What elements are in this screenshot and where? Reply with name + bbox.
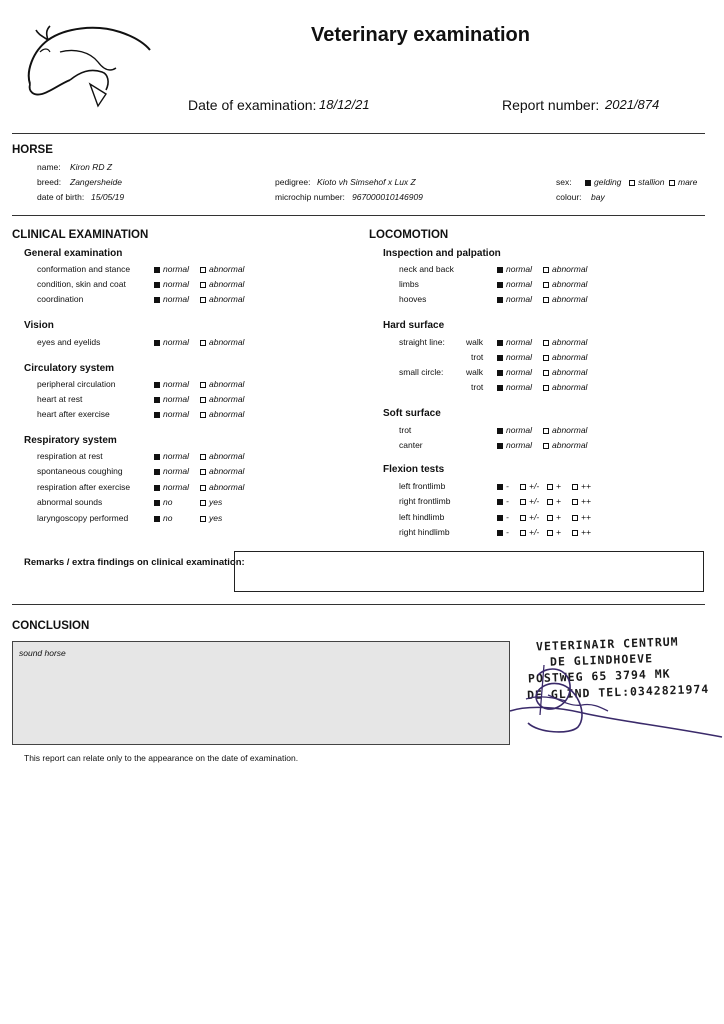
option[interactable] bbox=[497, 337, 532, 347]
option[interactable] bbox=[200, 409, 244, 419]
option[interactable] bbox=[543, 440, 587, 450]
checkbox-icon[interactable] bbox=[200, 397, 206, 403]
option[interactable] bbox=[543, 294, 587, 304]
option[interactable] bbox=[200, 466, 244, 476]
checkbox-icon[interactable] bbox=[200, 297, 206, 303]
group-title: General examination bbox=[24, 248, 123, 259]
checkbox-icon[interactable] bbox=[200, 267, 206, 273]
option[interactable] bbox=[200, 513, 222, 523]
checkbox-icon[interactable] bbox=[154, 412, 160, 418]
option-label: + bbox=[556, 481, 561, 491]
gait-label: trot bbox=[471, 382, 484, 392]
item-label: abnormal sounds bbox=[37, 497, 103, 507]
option[interactable] bbox=[200, 337, 244, 347]
name-label: name: bbox=[37, 162, 61, 172]
option[interactable] bbox=[200, 279, 244, 289]
item-label: small circle: bbox=[399, 367, 444, 377]
option[interactable] bbox=[543, 264, 587, 274]
group-title: Inspection and palpation bbox=[383, 248, 501, 259]
stamp-line-2: DE GLINDHOEVE bbox=[549, 651, 654, 669]
option-label: abnormal bbox=[209, 279, 245, 289]
option-label: mare bbox=[678, 177, 698, 187]
option-label: +/- bbox=[529, 527, 540, 537]
option-label: normal bbox=[163, 409, 189, 419]
option[interactable] bbox=[543, 279, 587, 289]
option-label: +/- bbox=[529, 496, 540, 506]
option-label: normal bbox=[163, 294, 189, 304]
checkbox-icon[interactable] bbox=[200, 516, 206, 522]
checkbox-icon[interactable] bbox=[572, 484, 578, 490]
checkbox-icon[interactable] bbox=[497, 443, 503, 449]
option-label: abnormal bbox=[209, 466, 245, 476]
microchip-value: 967000010146909 bbox=[352, 192, 423, 202]
option-label: abnormal bbox=[209, 294, 245, 304]
option[interactable] bbox=[154, 513, 172, 523]
checkbox-icon[interactable] bbox=[200, 382, 206, 388]
option[interactable] bbox=[154, 279, 189, 289]
option-label: + bbox=[556, 496, 561, 506]
option[interactable] bbox=[497, 512, 509, 522]
name-value: Kiron RD Z bbox=[70, 162, 113, 172]
option-label: normal bbox=[506, 279, 532, 289]
report-label: Report number: bbox=[502, 97, 600, 113]
option[interactable] bbox=[200, 394, 244, 404]
breed-value: Zangersheide bbox=[70, 177, 122, 187]
checkbox-icon[interactable] bbox=[154, 340, 160, 346]
locomotion-section-title: LOCOMOTION bbox=[369, 229, 449, 241]
group-title: Respiratory system bbox=[24, 435, 117, 446]
conclusion-box[interactable] bbox=[12, 641, 510, 745]
item-label: respiration after exercise bbox=[37, 482, 131, 492]
item-label: neck and back bbox=[399, 264, 454, 274]
checkbox-icon[interactable] bbox=[497, 515, 503, 521]
option-label: normal bbox=[506, 425, 532, 435]
item-label: coordination bbox=[37, 294, 84, 304]
checkbox-icon[interactable] bbox=[543, 370, 549, 376]
item-label: right frontlimb bbox=[399, 496, 451, 506]
conclusion-section-title: CONCLUSION bbox=[12, 620, 90, 632]
option-label: ++ bbox=[581, 512, 591, 522]
option-label: yes bbox=[209, 513, 223, 523]
option[interactable] bbox=[497, 527, 509, 537]
option-label: abnormal bbox=[552, 367, 588, 377]
option-label: + bbox=[556, 527, 561, 537]
option-label: - bbox=[506, 496, 509, 506]
option[interactable] bbox=[154, 337, 189, 347]
option[interactable] bbox=[572, 496, 591, 506]
option-label: normal bbox=[163, 264, 189, 274]
option[interactable] bbox=[547, 496, 561, 506]
remarks-label: Remarks / extra findings on clinical examination: bbox=[24, 557, 245, 568]
option[interactable] bbox=[520, 512, 539, 522]
gait-label: trot bbox=[471, 352, 484, 362]
checkbox-icon[interactable] bbox=[547, 515, 553, 521]
option-label: ++ bbox=[581, 496, 591, 506]
item-label: right hindlimb bbox=[399, 527, 450, 537]
date-label: Date of examination: bbox=[188, 97, 317, 113]
option-label: - bbox=[506, 481, 509, 491]
group-title: Soft surface bbox=[383, 408, 441, 419]
option[interactable] bbox=[520, 496, 539, 506]
option[interactable] bbox=[200, 482, 244, 492]
option-label: gelding bbox=[594, 177, 622, 187]
option-label: normal bbox=[506, 367, 532, 377]
option-label: abnormal bbox=[552, 294, 588, 304]
checkbox-icon[interactable] bbox=[497, 297, 503, 303]
option-label: abnormal bbox=[552, 279, 588, 289]
option[interactable] bbox=[200, 294, 244, 304]
checkbox-icon[interactable] bbox=[154, 469, 160, 475]
colour-value: bay bbox=[591, 192, 605, 202]
item-label: straight line: bbox=[399, 337, 445, 347]
pedigree-value: Kioto vh Simsehof x Lux Z bbox=[317, 177, 416, 187]
checkbox-icon[interactable] bbox=[543, 443, 549, 449]
remarks-box[interactable] bbox=[234, 551, 704, 592]
checkbox-icon[interactable] bbox=[200, 282, 206, 288]
gait-label: walk bbox=[466, 337, 484, 347]
checkbox-icon[interactable] bbox=[154, 454, 160, 460]
checkbox-icon[interactable] bbox=[572, 499, 578, 505]
option-label: normal bbox=[506, 382, 532, 392]
horse-head-logo-icon bbox=[20, 22, 155, 112]
option[interactable] bbox=[497, 382, 532, 392]
item-label: respiration at rest bbox=[37, 451, 103, 461]
option-label: normal bbox=[163, 466, 189, 476]
pedigree-label: pedigree: bbox=[275, 177, 311, 187]
option-label: no bbox=[163, 497, 173, 507]
option-label: normal bbox=[506, 294, 532, 304]
checkbox-icon[interactable] bbox=[154, 485, 160, 491]
checkbox-icon[interactable] bbox=[154, 516, 160, 522]
checkbox-icon[interactable] bbox=[572, 515, 578, 521]
checkbox-icon[interactable] bbox=[520, 484, 526, 490]
option-label: abnormal bbox=[209, 409, 245, 419]
option-label: ++ bbox=[581, 481, 591, 491]
option[interactable] bbox=[520, 527, 539, 537]
sex-label: sex: bbox=[556, 177, 572, 187]
checkbox-icon[interactable] bbox=[154, 500, 160, 506]
stamp-line-1: VETERINAIR CENTRUM bbox=[535, 634, 679, 654]
item-label: condition, skin and coat bbox=[37, 279, 126, 289]
option[interactable] bbox=[572, 512, 591, 522]
option-label: normal bbox=[163, 379, 189, 389]
option[interactable] bbox=[497, 481, 509, 491]
option-label: abnormal bbox=[209, 394, 245, 404]
item-label: left frontlimb bbox=[399, 481, 446, 491]
option[interactable] bbox=[497, 496, 509, 506]
option[interactable] bbox=[497, 264, 532, 274]
checkbox-icon[interactable] bbox=[497, 385, 503, 391]
option-label: abnormal bbox=[209, 451, 245, 461]
microchip-label: microchip number: bbox=[275, 192, 345, 202]
option-label: ++ bbox=[581, 527, 591, 537]
date-value: 18/12/21 bbox=[319, 97, 370, 112]
option[interactable] bbox=[543, 382, 587, 392]
option-label: normal bbox=[506, 440, 532, 450]
item-label: heart at rest bbox=[37, 394, 83, 404]
group-title: Hard surface bbox=[383, 320, 445, 331]
item-label: hooves bbox=[399, 294, 427, 304]
option-label: normal bbox=[163, 394, 189, 404]
checkbox-icon[interactable] bbox=[572, 530, 578, 536]
item-label: limbs bbox=[399, 279, 419, 289]
option-label: normal bbox=[506, 352, 532, 362]
checkbox-icon[interactable] bbox=[629, 180, 635, 186]
option-label: yes bbox=[209, 497, 223, 507]
divider bbox=[12, 604, 705, 605]
checkbox-icon[interactable] bbox=[200, 454, 206, 460]
option[interactable] bbox=[154, 451, 189, 461]
option[interactable] bbox=[543, 425, 587, 435]
option[interactable] bbox=[154, 482, 189, 492]
checkbox-icon[interactable] bbox=[497, 267, 503, 273]
checkbox-icon[interactable] bbox=[154, 282, 160, 288]
option-label: normal bbox=[163, 337, 189, 347]
checkbox-icon[interactable] bbox=[669, 180, 675, 186]
option[interactable] bbox=[543, 352, 587, 362]
option-label: - bbox=[506, 512, 509, 522]
colour-label: colour: bbox=[556, 192, 582, 202]
option[interactable] bbox=[572, 481, 591, 491]
option-label: + bbox=[556, 512, 561, 522]
checkbox-icon[interactable] bbox=[200, 340, 206, 346]
checkbox-icon[interactable] bbox=[543, 267, 549, 273]
option[interactable] bbox=[497, 294, 532, 304]
option[interactable] bbox=[200, 379, 244, 389]
option[interactable] bbox=[154, 264, 189, 274]
item-label: heart after exercise bbox=[37, 409, 110, 419]
option[interactable] bbox=[585, 177, 621, 187]
divider bbox=[12, 215, 705, 216]
checkbox-icon[interactable] bbox=[547, 484, 553, 490]
checkbox-icon[interactable] bbox=[520, 530, 526, 536]
item-label: left hindlimb bbox=[399, 512, 445, 522]
option[interactable] bbox=[497, 425, 532, 435]
checkbox-icon[interactable] bbox=[497, 428, 503, 434]
checkbox-icon[interactable] bbox=[497, 355, 503, 361]
gait-label: walk bbox=[466, 367, 484, 377]
option[interactable] bbox=[629, 177, 664, 187]
option[interactable] bbox=[200, 264, 244, 274]
dob-label: date of birth: bbox=[37, 192, 85, 202]
option-label: +/- bbox=[529, 481, 540, 491]
option-label: abnormal bbox=[552, 337, 588, 347]
item-label: peripheral circulation bbox=[37, 379, 116, 389]
option-label: normal bbox=[163, 482, 189, 492]
checkbox-icon[interactable] bbox=[520, 499, 526, 505]
option-label: normal bbox=[163, 279, 189, 289]
option[interactable] bbox=[154, 466, 189, 476]
option[interactable] bbox=[497, 367, 532, 377]
option[interactable] bbox=[154, 497, 172, 507]
disclaimer: This report can relate only to the appearance on the date of examination. bbox=[24, 753, 299, 763]
option[interactable] bbox=[543, 337, 587, 347]
item-label: laryngoscopy performed bbox=[37, 513, 129, 523]
option[interactable] bbox=[547, 512, 561, 522]
item-label: eyes and eyelids bbox=[37, 337, 101, 347]
checkbox-icon[interactable] bbox=[547, 530, 553, 536]
stamp-line-4: DE GLIND TEL:0342821974 bbox=[526, 681, 710, 703]
option-label: no bbox=[163, 513, 173, 523]
checkbox-icon[interactable] bbox=[585, 180, 591, 186]
checkbox-icon[interactable] bbox=[497, 340, 503, 346]
option[interactable] bbox=[669, 177, 697, 187]
option[interactable] bbox=[547, 527, 561, 537]
group-title: Flexion tests bbox=[383, 464, 445, 475]
option-label: normal bbox=[506, 337, 532, 347]
option[interactable] bbox=[154, 379, 189, 389]
option-label: abnormal bbox=[209, 482, 245, 492]
option-label: abnormal bbox=[552, 352, 588, 362]
checkbox-icon[interactable] bbox=[154, 382, 160, 388]
option-label: abnormal bbox=[209, 379, 245, 389]
checkbox-icon[interactable] bbox=[543, 282, 549, 288]
checkbox-icon[interactable] bbox=[543, 297, 549, 303]
option[interactable] bbox=[520, 481, 539, 491]
conclusion-text: sound horse bbox=[19, 648, 66, 658]
checkbox-icon[interactable] bbox=[154, 297, 160, 303]
checkbox-icon[interactable] bbox=[154, 397, 160, 403]
breed-label: breed: bbox=[37, 177, 62, 187]
checkbox-icon[interactable] bbox=[547, 499, 553, 505]
item-label: spontaneous coughing bbox=[37, 466, 123, 476]
option-label: abnormal bbox=[552, 425, 588, 435]
stamp-line-3: POSTWEG 65 3794 MK bbox=[527, 666, 671, 686]
option[interactable] bbox=[154, 409, 189, 419]
divider bbox=[12, 133, 705, 134]
option[interactable] bbox=[497, 352, 532, 362]
item-label: conformation and stance bbox=[37, 264, 131, 274]
option-label: +/- bbox=[529, 512, 540, 522]
option[interactable] bbox=[497, 279, 532, 289]
checkbox-icon[interactable] bbox=[200, 412, 206, 418]
option[interactable] bbox=[200, 451, 244, 461]
checkbox-icon[interactable] bbox=[200, 469, 206, 475]
checkbox-icon[interactable] bbox=[200, 500, 206, 506]
dob-value: 15/05/19 bbox=[91, 192, 125, 202]
clinical-section-title: CLINICAL EXAMINATION bbox=[12, 229, 149, 241]
option-label: stallion bbox=[638, 177, 665, 187]
option-label: abnormal bbox=[209, 264, 245, 274]
checkbox-icon[interactable] bbox=[543, 428, 549, 434]
option-label: abnormal bbox=[552, 264, 588, 274]
checkbox-icon[interactable] bbox=[497, 370, 503, 376]
checkbox-icon[interactable] bbox=[497, 282, 503, 288]
option-label: - bbox=[506, 527, 509, 537]
option-label: abnormal bbox=[552, 440, 588, 450]
horse-section-title: HORSE bbox=[12, 144, 53, 156]
option[interactable] bbox=[547, 481, 561, 491]
checkbox-icon[interactable] bbox=[497, 484, 503, 490]
signature-icon bbox=[508, 655, 724, 740]
option-label: abnormal bbox=[209, 337, 245, 347]
option-label: abnormal bbox=[552, 382, 588, 392]
option-label: normal bbox=[163, 451, 189, 461]
option-label: normal bbox=[506, 264, 532, 274]
item-label: canter bbox=[399, 440, 423, 450]
checkbox-icon[interactable] bbox=[520, 515, 526, 521]
report-value: 2021/874 bbox=[605, 97, 660, 112]
option[interactable] bbox=[154, 294, 189, 304]
item-label: trot bbox=[399, 425, 412, 435]
option[interactable] bbox=[497, 440, 532, 450]
group-title: Circulatory system bbox=[24, 363, 115, 374]
option[interactable] bbox=[543, 367, 587, 377]
option[interactable] bbox=[154, 394, 189, 404]
checkbox-icon[interactable] bbox=[497, 499, 503, 505]
checkbox-icon[interactable] bbox=[543, 340, 549, 346]
page-title: Veterinary examination bbox=[311, 24, 530, 46]
checkbox-icon[interactable] bbox=[543, 385, 549, 391]
checkbox-icon[interactable] bbox=[154, 267, 160, 273]
group-title: Vision bbox=[24, 320, 54, 331]
checkbox-icon[interactable] bbox=[543, 355, 549, 361]
checkbox-icon[interactable] bbox=[200, 485, 206, 491]
option[interactable] bbox=[572, 527, 591, 537]
checkbox-icon[interactable] bbox=[497, 530, 503, 536]
option[interactable] bbox=[200, 497, 222, 507]
